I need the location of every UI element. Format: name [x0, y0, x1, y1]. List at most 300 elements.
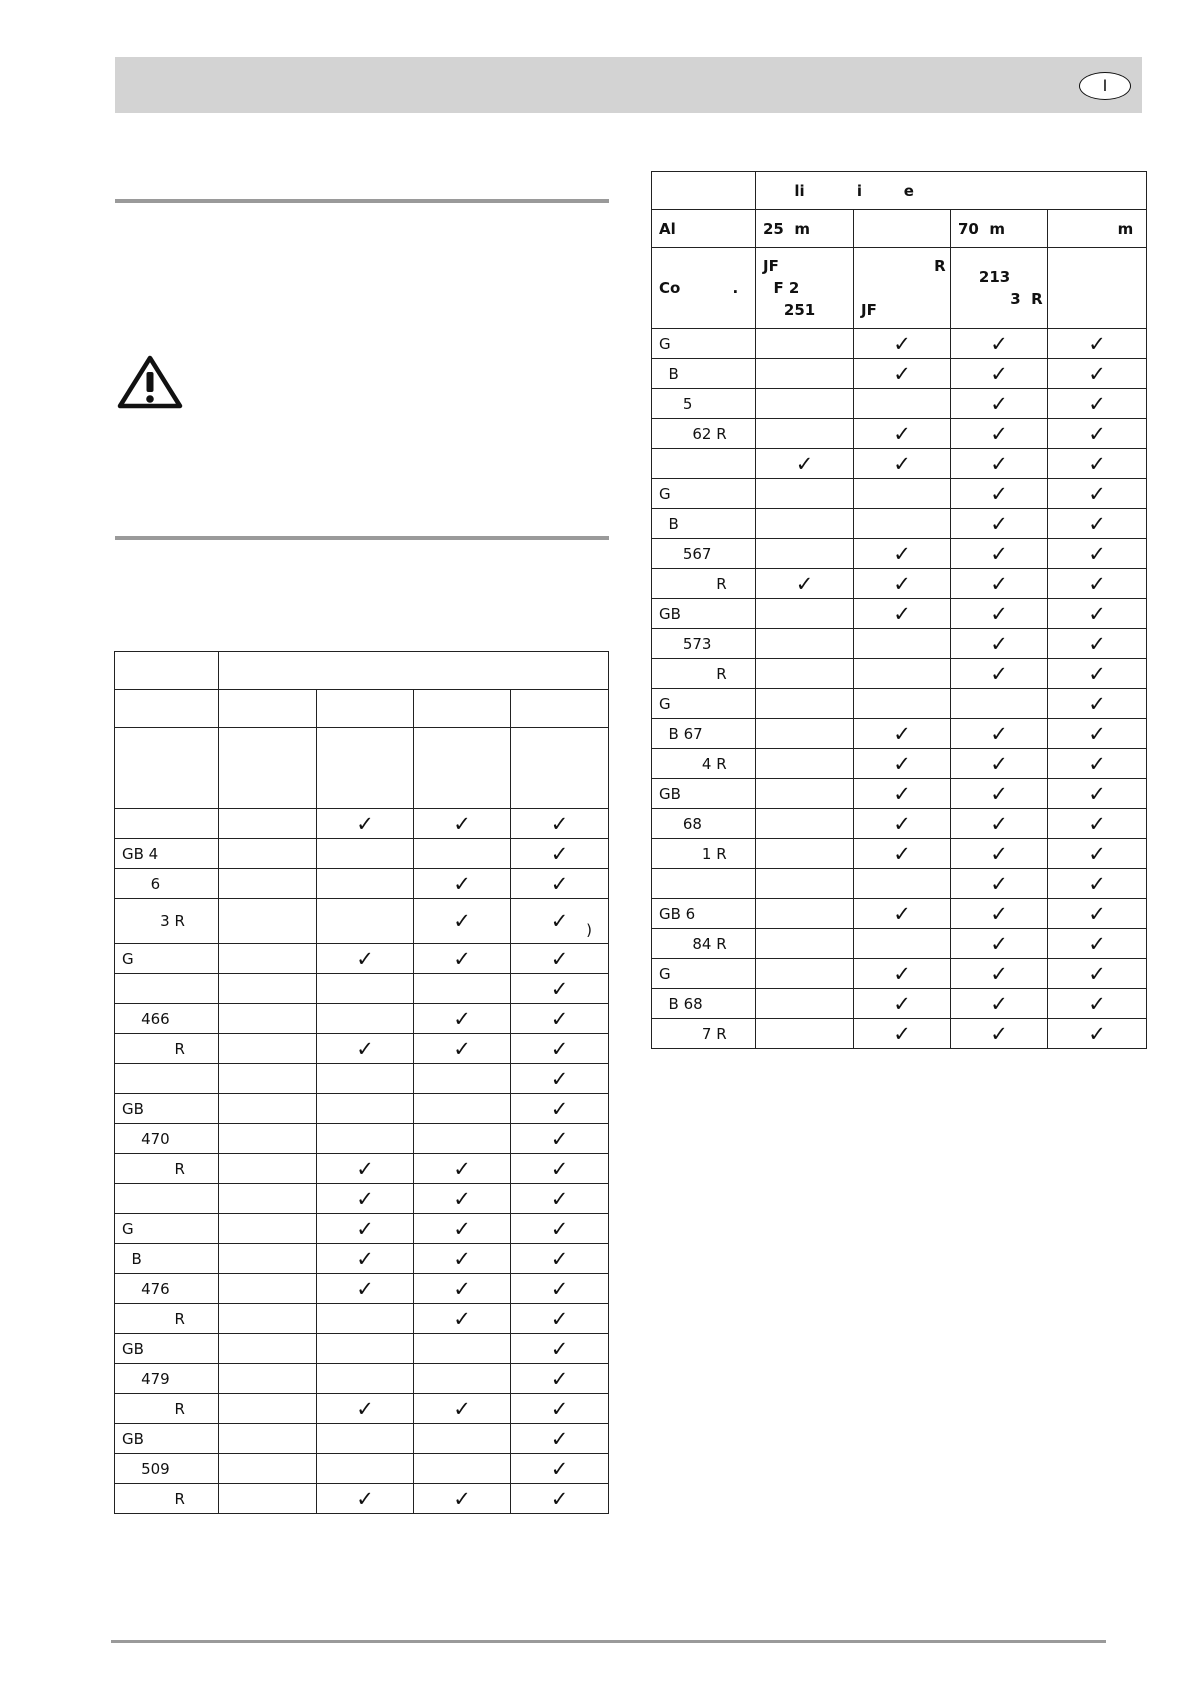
check-cell: [219, 839, 317, 869]
row-label: B 67: [652, 719, 756, 749]
row-label: R: [652, 569, 756, 599]
check-cell: [756, 389, 854, 419]
check-cell: [511, 839, 609, 869]
check-cell: [854, 839, 951, 869]
checkmark-icon: ✓: [453, 1276, 471, 1301]
table-header-row: [115, 652, 609, 690]
checkmark-icon: ✓: [1088, 841, 1106, 866]
check-cell: [951, 779, 1048, 809]
row-label: 84 R: [652, 929, 756, 959]
check-cell: [414, 974, 511, 1004]
table-row: [652, 899, 1147, 929]
row-label: 62 R: [652, 419, 756, 449]
checkmark-icon: ✓: [1088, 661, 1106, 686]
row-label: R: [115, 1154, 219, 1184]
check-cell: [1048, 689, 1147, 719]
checkmark-icon: ✓: [990, 781, 1008, 806]
check-cell: [854, 719, 951, 749]
checkmark-icon: ✓: [990, 811, 1008, 836]
check-cell: [414, 1244, 511, 1274]
check-cell: [951, 359, 1048, 389]
check-cell: [414, 1454, 511, 1484]
check-cell: [414, 1484, 511, 1514]
check-cell: [511, 1004, 609, 1034]
row-label: 509: [115, 1454, 219, 1484]
check-cell: [511, 1274, 609, 1304]
checkmark-icon: ✓: [550, 1246, 569, 1271]
check-cell: [219, 944, 317, 974]
check-cell: [511, 899, 609, 944]
check-cell: [317, 1454, 414, 1484]
row-label: B: [115, 1244, 219, 1274]
check-cell: [854, 749, 951, 779]
table-row: [115, 899, 609, 944]
table-title-row: [652, 172, 1147, 210]
checkmark-icon: ✓: [356, 1156, 374, 1181]
check-cell: [951, 689, 1048, 719]
code-value: R JF: [854, 248, 951, 329]
checkmark-icon: ✓: [453, 1156, 471, 1181]
table-title: li i e: [756, 172, 1147, 210]
checkmark-icon: ✓: [1088, 991, 1106, 1016]
checkmark-icon: ✓: [453, 1186, 471, 1211]
checkmark-icon: ✓: [893, 601, 911, 626]
check-cell: [756, 689, 854, 719]
check-cell: [854, 989, 951, 1019]
left-compatibility-table: [114, 651, 609, 1514]
row-label: [115, 809, 219, 839]
check-cell: [1048, 509, 1147, 539]
table-row: [652, 569, 1147, 599]
table-row: [115, 1094, 609, 1124]
check-cell: [756, 719, 854, 749]
checkmark-icon: ✓: [356, 1246, 374, 1271]
check-cell: [756, 899, 854, 929]
check-cell: [951, 509, 1048, 539]
checkmark-icon: ✓: [1088, 781, 1106, 806]
checkmark-icon: ✓: [795, 571, 814, 596]
checkmark-icon: ✓: [1088, 961, 1106, 986]
table-row: [115, 1304, 609, 1334]
checkmark-icon: ✓: [453, 946, 471, 971]
checkmark-icon: ✓: [990, 961, 1008, 986]
table-cell: [414, 690, 511, 728]
checkmark-icon: ✓: [356, 1216, 374, 1241]
check-cell: [317, 869, 414, 899]
checkmark-icon: ✓: [990, 571, 1008, 596]
checkmark-icon: ✓: [990, 361, 1008, 386]
row-label: GB: [652, 599, 756, 629]
checkmark-icon: ✓: [990, 931, 1008, 956]
table-row: [652, 719, 1147, 749]
checkmark-icon: ✓: [550, 1336, 569, 1361]
row-label: B: [652, 359, 756, 389]
check-cell: [219, 1034, 317, 1064]
row-label: 6: [115, 869, 219, 899]
check-cell: [756, 809, 854, 839]
check-cell: [511, 1094, 609, 1124]
check-cell: [317, 1244, 414, 1274]
row-label: B 68: [652, 989, 756, 1019]
table-row: [652, 929, 1147, 959]
right-compatibility-table: [651, 171, 1147, 1049]
check-cell: [1048, 659, 1147, 689]
check-cell: [317, 1124, 414, 1154]
table-row: [652, 689, 1147, 719]
checkmark-icon: ✓: [990, 901, 1008, 926]
checkmark-icon: ✓: [990, 991, 1008, 1016]
table-row: [652, 479, 1147, 509]
table-row: [652, 629, 1147, 659]
check-cell: [317, 839, 414, 869]
check-cell: [317, 1364, 414, 1394]
table-row: [115, 1454, 609, 1484]
table-row: [115, 1004, 609, 1034]
check-cell: [951, 899, 1048, 929]
row-label: R: [115, 1394, 219, 1424]
checkmark-icon: ✓: [893, 721, 911, 746]
check-cell: [414, 1364, 511, 1394]
table-row: [115, 1424, 609, 1454]
check-cell: [951, 749, 1048, 779]
check-cell: [1048, 869, 1147, 899]
row-label: 68: [652, 809, 756, 839]
check-cell: [511, 1064, 609, 1094]
checkmark-icon: ✓: [356, 1486, 374, 1511]
check-cell: [414, 1394, 511, 1424]
check-cell: [756, 839, 854, 869]
table-cell: [115, 652, 219, 690]
check-cell: [1048, 629, 1147, 659]
altitude-row: [652, 210, 1147, 248]
check-cell: [854, 329, 951, 359]
check-cell: [219, 1394, 317, 1424]
checkmark-icon: ✓: [1088, 511, 1106, 536]
table-title: [219, 652, 609, 690]
row-label: B: [652, 509, 756, 539]
check-cell: [414, 1004, 511, 1034]
check-cell: [951, 809, 1048, 839]
checkmark-icon: ✓: [453, 1246, 471, 1271]
check-cell: [1048, 389, 1147, 419]
checkmark-icon: ✓: [990, 541, 1008, 566]
checkmark-icon: ✓: [550, 1366, 569, 1391]
check-cell: [854, 479, 951, 509]
checkmark-icon: ✓: [550, 871, 569, 896]
checkmark-icon: ✓: [893, 541, 911, 566]
row-label: [115, 974, 219, 1004]
check-cell: [951, 539, 1048, 569]
check-cell: [1048, 599, 1147, 629]
check-cell: [951, 599, 1048, 629]
checkmark-icon: ✓: [550, 1036, 569, 1061]
row-label: 573: [652, 629, 756, 659]
checkmark-icon: ✓: [893, 361, 911, 386]
code-value: 213 3 R: [951, 248, 1048, 329]
table-row: [652, 659, 1147, 689]
check-cell: [511, 1184, 609, 1214]
check-cell: [219, 1304, 317, 1334]
checkmark-icon: ✓: [795, 451, 814, 476]
row-label: 470: [115, 1124, 219, 1154]
checkmark-icon: ✓: [990, 1021, 1008, 1046]
checkmark-icon: ✓: [453, 1396, 471, 1421]
check-cell: [854, 959, 951, 989]
checkmark-icon: ✓: [893, 571, 911, 596]
table-row: [115, 1274, 609, 1304]
check-cell: [756, 599, 854, 629]
row-label: GB: [115, 1424, 219, 1454]
checkmark-icon: ✓: [990, 601, 1008, 626]
check-cell: [1048, 779, 1147, 809]
check-cell: [756, 539, 854, 569]
check-cell: [414, 899, 511, 944]
check-cell: [414, 1304, 511, 1334]
checkmark-icon: ✓: [453, 1036, 471, 1061]
checkmark-icon: ✓: [453, 1486, 471, 1511]
check-cell: [219, 1124, 317, 1154]
check-cell: [854, 929, 951, 959]
checkmark-icon: ✓: [550, 1066, 569, 1091]
row-label: R: [115, 1484, 219, 1514]
check-cell: [1048, 959, 1147, 989]
table-row: [652, 989, 1147, 1019]
table-row: [652, 419, 1147, 449]
checkmark-icon: ✓: [893, 421, 911, 446]
check-cell: [317, 1304, 414, 1334]
row-label: 7 R: [652, 1019, 756, 1049]
checkmark-icon: ✓: [550, 976, 569, 1001]
check-cell: [219, 1274, 317, 1304]
check-cell: [854, 539, 951, 569]
table-row: [652, 509, 1147, 539]
check-cell: [414, 839, 511, 869]
table-row: [652, 1019, 1147, 1049]
check-cell: [756, 779, 854, 809]
table-row: [115, 1184, 609, 1214]
check-cell: [317, 1094, 414, 1124]
check-cell: [951, 389, 1048, 419]
checkmark-icon: ✓: [893, 901, 911, 926]
check-cell: [317, 944, 414, 974]
check-cell: [1048, 719, 1147, 749]
check-cell: [511, 869, 609, 899]
check-cell: [317, 1394, 414, 1424]
checkmark-icon: ✓: [893, 841, 911, 866]
table-row: [652, 839, 1147, 869]
checkmark-icon: ✓: [1088, 391, 1106, 416]
check-cell: [219, 1424, 317, 1454]
check-cell: [317, 1184, 414, 1214]
table-row: [652, 869, 1147, 899]
check-cell: [951, 449, 1048, 479]
table-row: [115, 1364, 609, 1394]
checkmark-icon: ✓: [990, 391, 1008, 416]
check-cell: [756, 479, 854, 509]
table-row: [115, 809, 609, 839]
checkmark-icon: ✓: [453, 909, 471, 933]
checkmark-icon: ✓: [1088, 1021, 1106, 1046]
check-cell: [756, 749, 854, 779]
checkmark-icon: ✓: [1088, 901, 1106, 926]
table-row: [115, 1154, 609, 1184]
check-cell: [756, 509, 854, 539]
checkmark-icon: ✓: [990, 751, 1008, 776]
checkmark-icon: ✓: [356, 946, 374, 971]
check-cell: [219, 1484, 317, 1514]
checkmark-icon: ✓: [1088, 631, 1106, 656]
checkmark-icon: ✓: [1088, 601, 1106, 626]
check-cell: [1048, 359, 1147, 389]
checkmark-icon: ✓: [893, 1021, 911, 1046]
table-row: [652, 809, 1147, 839]
check-cell: [756, 1019, 854, 1049]
check-cell: [317, 809, 414, 839]
checkmark-icon: ✓: [990, 331, 1008, 356]
check-cell: [414, 869, 511, 899]
check-cell: [511, 809, 609, 839]
checkmark-icon: ✓: [550, 811, 569, 836]
check-cell: [414, 1274, 511, 1304]
checkmark-icon: ✓: [1088, 451, 1106, 476]
check-cell: [756, 419, 854, 449]
table-row: [652, 449, 1147, 479]
check-cell: [756, 989, 854, 1019]
check-cell: [511, 1244, 609, 1274]
row-label: G: [652, 479, 756, 509]
table-cell: [511, 690, 609, 728]
row-label: GB 4: [115, 839, 219, 869]
checkmark-icon: ✓: [990, 661, 1008, 686]
altitude-value: 25 m: [756, 210, 854, 248]
check-cell: [511, 1454, 609, 1484]
checkmark-icon: ✓: [893, 781, 911, 806]
check-cell: [219, 1214, 317, 1244]
check-cell: [854, 389, 951, 419]
check-cell: [1048, 899, 1147, 929]
checkmark-icon: ✓: [990, 631, 1008, 656]
check-cell: [317, 1064, 414, 1094]
row-label: G: [115, 944, 219, 974]
check-cell: [1048, 809, 1147, 839]
checkmark-icon: ✓: [550, 1126, 569, 1151]
check-cell: [511, 1124, 609, 1154]
row-label: [115, 1064, 219, 1094]
row-label: G: [115, 1214, 219, 1244]
check-cell: [854, 809, 951, 839]
checkmark-icon: ✓: [1088, 571, 1106, 596]
check-cell: [414, 1094, 511, 1124]
header-band: [115, 57, 1142, 113]
checkmark-icon: ✓: [453, 811, 471, 836]
checkmark-icon: ✓: [550, 1486, 569, 1511]
check-cell: [317, 1004, 414, 1034]
row-label: R: [115, 1034, 219, 1064]
altitude-value: [854, 210, 951, 248]
table-row: [115, 1214, 609, 1244]
checkmark-icon: ✓: [356, 1396, 374, 1421]
check-cell: [511, 1424, 609, 1454]
row-label: R: [652, 659, 756, 689]
check-cell: [414, 1334, 511, 1364]
checkmark-icon: ✓: [550, 1186, 569, 1211]
language-badge: I: [1079, 72, 1131, 100]
table-cell: [115, 728, 219, 809]
check-cell: [951, 659, 1048, 689]
checkmark-icon: ✓: [550, 1396, 569, 1421]
row-label: G: [652, 329, 756, 359]
code-value: [1048, 248, 1147, 329]
check-cell: [511, 1154, 609, 1184]
row-label: 476: [115, 1274, 219, 1304]
altitude-value: m: [1048, 210, 1147, 248]
check-cell: [317, 1334, 414, 1364]
code-row: [652, 248, 1147, 329]
checkmark-icon: ✓: [453, 1006, 471, 1031]
check-cell: [756, 629, 854, 659]
check-cell: [854, 509, 951, 539]
check-cell: [854, 659, 951, 689]
check-cell: [219, 809, 317, 839]
table-row: [115, 1394, 609, 1424]
table-row: [115, 1064, 609, 1094]
table-row: [652, 389, 1147, 419]
check-cell: [414, 1124, 511, 1154]
table-row: [652, 959, 1147, 989]
check-cell: [854, 629, 951, 659]
row-label: [652, 869, 756, 899]
checkmark-icon: ✓: [990, 481, 1008, 506]
check-cell: [317, 974, 414, 1004]
check-cell: [511, 1394, 609, 1424]
check-cell: [1048, 749, 1147, 779]
checkmark-icon: ✓: [1088, 421, 1106, 446]
check-cell: [756, 359, 854, 389]
check-cell: [1048, 539, 1147, 569]
checkmark-icon: ✓: [356, 1036, 374, 1061]
check-cell: [854, 1019, 951, 1049]
check-cell: [317, 1154, 414, 1184]
checkmark-icon: ✓: [550, 1006, 569, 1031]
check-cell: [756, 329, 854, 359]
check-cell: [1048, 449, 1147, 479]
altitude-label: Al: [652, 210, 756, 248]
checkmark-icon: ✓: [1088, 331, 1106, 356]
check-cell: [219, 1364, 317, 1394]
table-row: [115, 1244, 609, 1274]
check-cell: [756, 569, 854, 599]
table-row: [652, 359, 1147, 389]
table-row: [115, 1334, 609, 1364]
table-cell: [414, 728, 511, 809]
check-cell: [219, 1094, 317, 1124]
table-cell: [219, 690, 317, 728]
check-cell: [414, 1424, 511, 1454]
check-cell: [511, 1304, 609, 1334]
checkmark-icon: ✓: [990, 871, 1008, 896]
checkmark-icon: ✓: [1088, 541, 1106, 566]
checkmark-icon: ✓: [453, 1216, 471, 1241]
checkmark-icon: ✓: [990, 451, 1008, 476]
checkmark-icon: ✓: [550, 1096, 569, 1121]
checkmark-icon: ✓: [893, 811, 911, 836]
check-cell: [951, 719, 1048, 749]
check-cell: [1048, 1019, 1147, 1049]
check-cell: [219, 1184, 317, 1214]
check-cell: [756, 929, 854, 959]
check-cell: [854, 599, 951, 629]
check-cell: [951, 869, 1048, 899]
